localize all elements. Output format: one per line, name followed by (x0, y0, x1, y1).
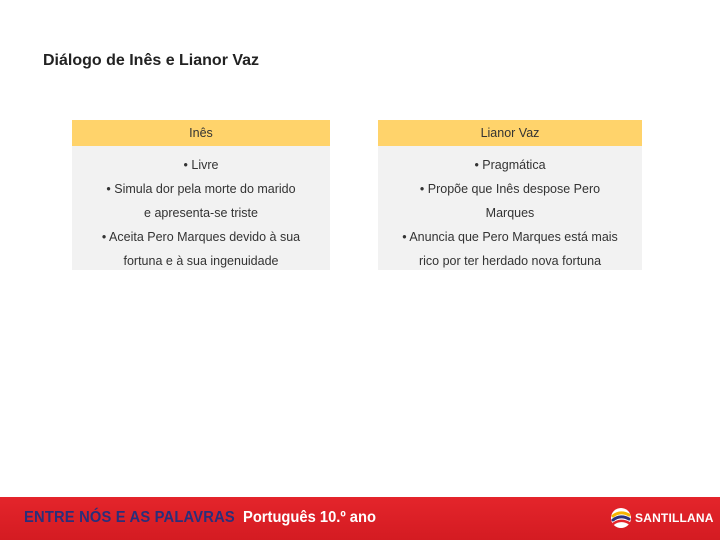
panel-line: Marques (485, 206, 535, 220)
brand-name: SANTILLANA (635, 511, 714, 525)
panel-lianor-vaz (378, 120, 642, 270)
footer-subject: Português 10.º ano (243, 509, 376, 526)
panel-line: rico por ter herdado nova fortuna (418, 254, 602, 268)
panel-body-ines (72, 146, 330, 270)
brand-logo (610, 506, 714, 530)
panel-line: • Anuncia que Pero Marques está mais (402, 230, 618, 244)
slide-title: Diálogo de Inês e Lianor Vaz (43, 52, 260, 69)
panel-ines (72, 120, 330, 270)
panel-line: • Pragmática (474, 158, 546, 172)
panel-body-lianor-vaz (378, 146, 642, 270)
panel-line: • Simula dor pela morte do marido (106, 182, 296, 196)
footer-series-title: ENTRE NÓS E AS PALAVRAS (24, 509, 235, 526)
panel-line: • Aceita Pero Marques devido à sua (101, 230, 301, 244)
santillana-logo-icon (610, 507, 632, 529)
panel-line: fortuna e à sua ingenuidade (123, 254, 279, 268)
panel-line: • Livre (183, 158, 219, 172)
panel-header-ines: Inês (72, 120, 330, 146)
panel-line: e apresenta-se triste (144, 206, 258, 220)
panel-header-lianor-vaz: Lianor Vaz (378, 120, 642, 146)
panel-line: • Propõe que Inês despose Pero (419, 182, 601, 196)
footer-bar (0, 497, 720, 540)
